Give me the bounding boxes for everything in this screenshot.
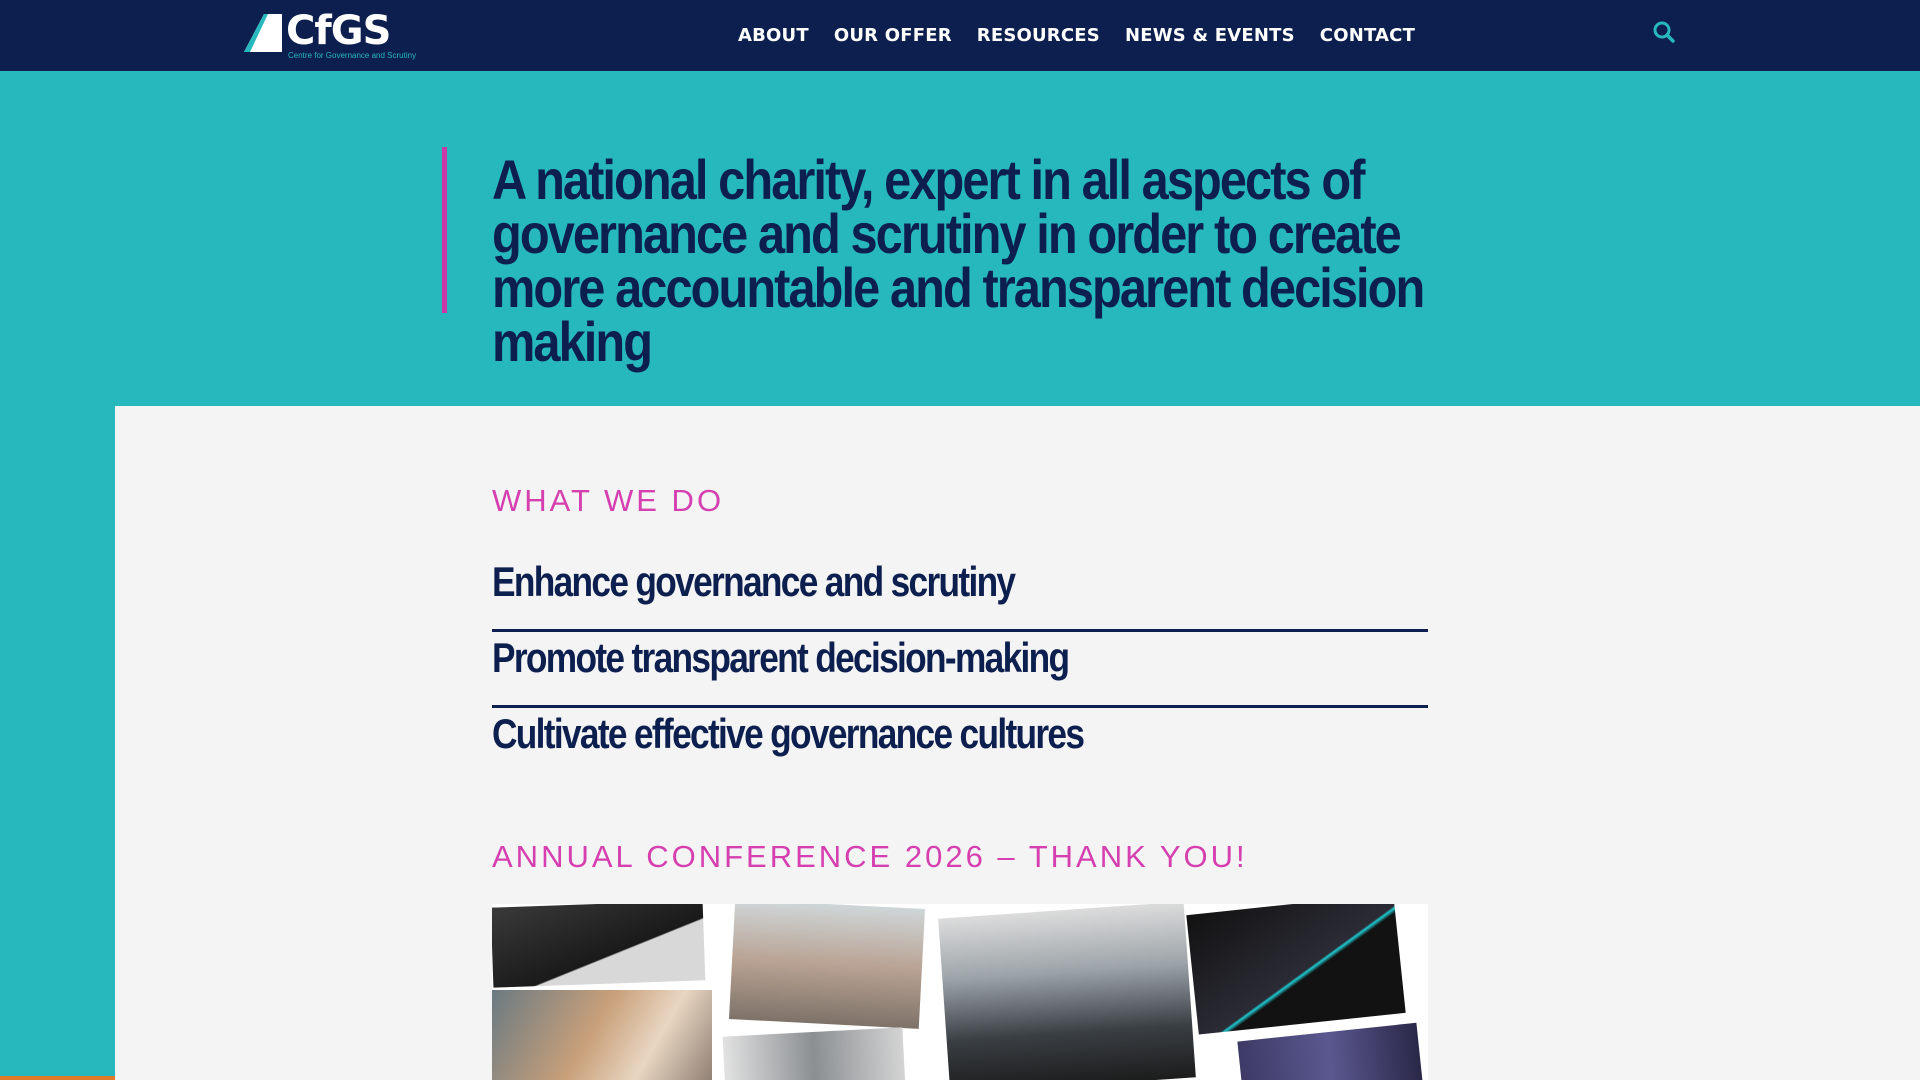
hero-statement: A national charity, expert in all aspects of governance and scrutiny in order to create more accountable and transparent decision making bbox=[492, 148, 1424, 373]
list-item-label: Enhance governance and scrutiny bbox=[492, 558, 1015, 605]
site-header bbox=[0, 0, 1920, 71]
nav-our-offer[interactable]: OUR OFFER bbox=[833, 25, 952, 46]
main-nav bbox=[738, 0, 1440, 71]
logo-subtitle: Centre for Governance and Scrutiny bbox=[288, 51, 417, 60]
accent-strip bbox=[0, 1076, 115, 1080]
logo-mark-icon bbox=[244, 14, 282, 52]
photo-stage bbox=[492, 904, 705, 988]
hero-accent-bar bbox=[442, 147, 447, 313]
list-item-label: Cultivate effective governance cultures bbox=[492, 710, 1084, 757]
list-item-label: Promote transparent decision-making bbox=[492, 634, 1069, 681]
photo-conference-hall bbox=[938, 904, 1196, 1080]
list-item[interactable] bbox=[492, 708, 1428, 784]
conference-photo-collage[interactable] bbox=[492, 904, 1428, 1080]
nav-contact[interactable]: CONTACT bbox=[1319, 25, 1416, 46]
what-we-do-heading: WHAT WE DO bbox=[492, 483, 725, 518]
nav-news-events[interactable]: NEWS & EVENTS bbox=[1124, 25, 1295, 46]
photo-attendees bbox=[492, 990, 712, 1080]
search-icon[interactable] bbox=[1652, 20, 1676, 44]
photo-performance bbox=[1186, 904, 1405, 1035]
conference-heading: ANNUAL CONFERENCE 2026 – THANK YOU! bbox=[492, 839, 1248, 874]
logo-text: CfGS bbox=[286, 8, 391, 54]
list-item[interactable] bbox=[492, 632, 1428, 708]
list-item[interactable] bbox=[492, 556, 1428, 632]
cfgs-logo[interactable] bbox=[244, 8, 419, 62]
what-we-do-list bbox=[492, 556, 1428, 784]
photo-audience bbox=[1237, 1023, 1422, 1080]
photo-speaker-sunglasses bbox=[729, 904, 925, 1029]
nav-resources[interactable]: RESOURCES bbox=[976, 25, 1100, 46]
nav-about[interactable]: ABOUT bbox=[738, 25, 809, 46]
photo-group bbox=[723, 1027, 906, 1080]
